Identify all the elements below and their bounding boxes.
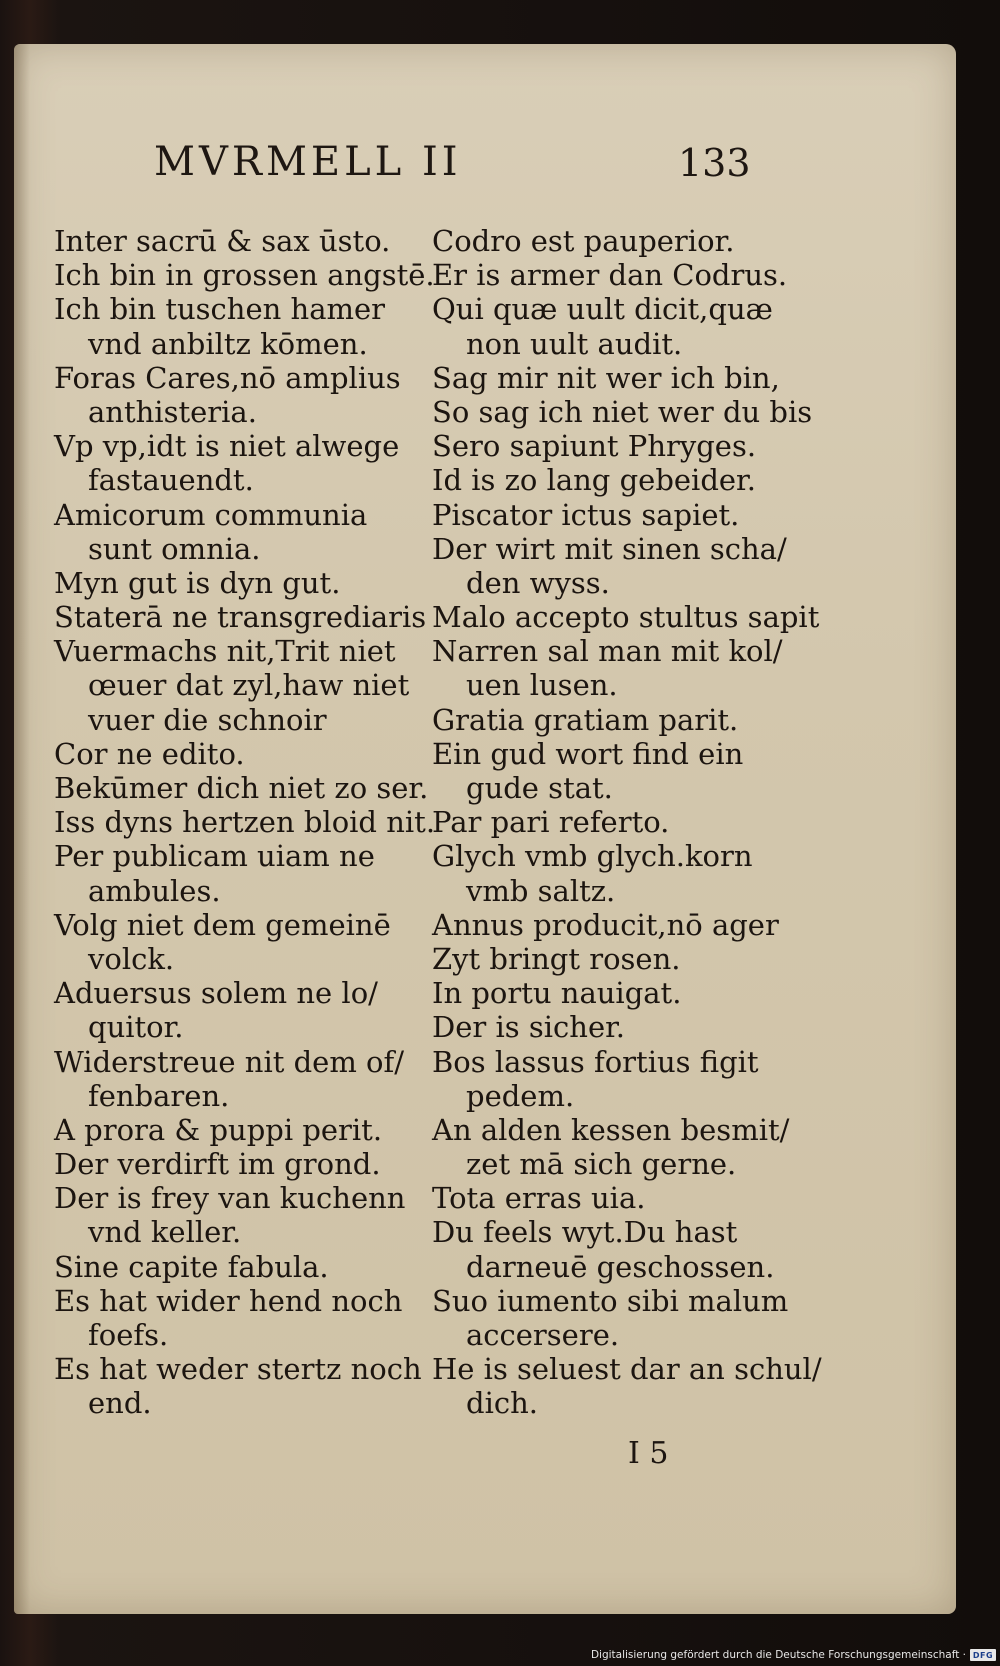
left-column-line: fastauendt. — [88, 463, 254, 498]
right-column-line: Glych vmb glych.korn — [432, 839, 753, 874]
left-column-line: Myn gut is dyn gut. — [54, 565, 341, 600]
right-column-line: Sero sapiunt Phryges. — [432, 429, 757, 464]
left-column-line: Es hat weder stertz noch — [54, 1352, 422, 1387]
signature-mark: I 5 — [628, 1436, 669, 1471]
right-column-line: He is seluest dar an schul/ — [432, 1352, 822, 1387]
left-column-line: Staterā ne transgrediaris — [54, 600, 427, 635]
right-column-line: pedem. — [466, 1078, 575, 1113]
dfg-logo — [970, 1649, 996, 1661]
right-column-line: Bos lassus fortius figit — [432, 1044, 759, 1079]
left-column-line: quitor. — [88, 1010, 184, 1045]
left-column-line: Vp vp,idt is niet alwege — [54, 429, 400, 464]
left-column-line: Der verdirft im grond. — [54, 1147, 381, 1182]
running-head: MVRMELL II — [154, 139, 462, 185]
right-column-line: Er is armer dan Codrus. — [432, 258, 788, 293]
right-column-line: Ein gud wort find ein — [432, 736, 744, 771]
right-column-line: den wyss. — [466, 565, 610, 600]
left-column-line: sunt omnia. — [88, 531, 261, 566]
right-column-line: zet mā sich gerne. — [466, 1147, 737, 1182]
right-column-line: vmb saltz. — [466, 873, 616, 908]
right-column-line: Du feels wyt.Du hast — [432, 1215, 738, 1250]
right-column-line: Tota erras uia. — [432, 1181, 646, 1216]
left-column-line: vnd anbiltz kōmen. — [88, 326, 368, 361]
credit-text: Digitalisierung gefördert durch die Deutsche Forschungsgemeinschaft · — [590, 1649, 966, 1661]
right-column-line: Gratia gratiam parit. — [432, 702, 739, 737]
left-column-line: Vuermachs nit,Trit niet — [54, 634, 396, 669]
right-column-line: Piscator ictus sapiet. — [432, 497, 740, 532]
dfg-logo-text: DFG — [972, 1650, 994, 1660]
left-column-line: Ich bin in grossen angstē. — [54, 258, 435, 293]
right-column-line: Par pari referto. — [432, 805, 670, 840]
left-column-line: Ich bin tuschen hamer — [54, 292, 386, 327]
right-column-line: darneuē geschossen. — [466, 1249, 775, 1284]
right-column-line: gude stat. — [466, 771, 613, 805]
right-column-line: In portu nauigat. — [432, 976, 682, 1011]
right-column-line: Narren sal man mit kol/ — [432, 634, 783, 669]
left-column-line: A prora & puppi perit. — [54, 1112, 383, 1147]
right-column-line: An alden kessen besmit/ — [432, 1112, 790, 1147]
right-column-line: accersere. — [466, 1318, 620, 1352]
left-column-line: Widerstreue nit dem of/ — [54, 1044, 405, 1079]
left-column-line: ambules. — [88, 873, 221, 908]
right-column-line: Sag mir nit wer ich bin, — [432, 360, 780, 395]
left-column-line: foefs. — [88, 1318, 169, 1352]
page-gutter-shadow — [14, 44, 30, 1614]
running-header — [14, 139, 956, 199]
left-column-line: vnd keller. — [88, 1215, 242, 1250]
right-column-line: Zyt bringt rosen. — [432, 941, 681, 976]
right-column-line: Qui quæ uult dicit,quæ — [432, 292, 773, 327]
left-column — [54, 224, 454, 1421]
right-column-line: dich. — [466, 1386, 538, 1421]
left-column-line: Foras Cares,nō amplius — [54, 360, 401, 395]
right-column-line: Der is sicher. — [432, 1010, 626, 1045]
right-column-line: Malo accepto stultus sapit — [432, 600, 820, 635]
left-column-line: œuer dat zyl,haw niet — [88, 668, 410, 703]
left-column-line: Aduersus solem ne lo/ — [54, 976, 378, 1011]
left-column-line: Bekūmer dich niet zo ser. — [54, 771, 429, 805]
left-column-line: fenbaren. — [88, 1078, 230, 1113]
left-column-line: Iss dyns hertzen bloid nit. — [54, 805, 436, 840]
right-column-line: uen lusen. — [466, 668, 618, 703]
left-column-line: Volg niet dem gemeinē — [54, 907, 391, 942]
left-column-line: volck. — [88, 941, 175, 976]
right-column-line: Id is zo lang gebeider. — [432, 463, 756, 498]
page-number: 133 — [678, 141, 751, 185]
left-column-line: anthisteria. — [88, 394, 257, 429]
right-column-line: Codro est pauperior. — [432, 224, 735, 258]
left-column-line: Per publicam uiam ne — [54, 839, 375, 874]
digitization-credit — [591, 1647, 996, 1663]
left-column-line: vuer die schnoir — [88, 702, 327, 737]
left-column-line: Cor ne edito. — [54, 736, 245, 771]
left-column-line: end. — [88, 1386, 152, 1421]
right-column-line: Annus producit,nō ager — [432, 907, 779, 942]
right-column-line: Suo iumento sibi malum — [432, 1283, 789, 1318]
left-column-line: Es hat wider hend noch — [54, 1283, 403, 1318]
left-column-line: Sine capite fabula. — [54, 1249, 329, 1284]
right-column-line: non uult audit. — [466, 326, 683, 361]
left-column-line: Inter sacrū & sax ūsto. — [54, 224, 391, 258]
right-column — [432, 224, 832, 1421]
book-page — [14, 44, 956, 1614]
right-column-line: So sag ich niet wer du bis — [432, 394, 813, 429]
left-column-line: Der is frey van kuchenn — [54, 1181, 406, 1216]
left-column-line: Amicorum communia — [54, 497, 368, 532]
right-column-line: Der wirt mit sinen scha/ — [432, 531, 787, 566]
